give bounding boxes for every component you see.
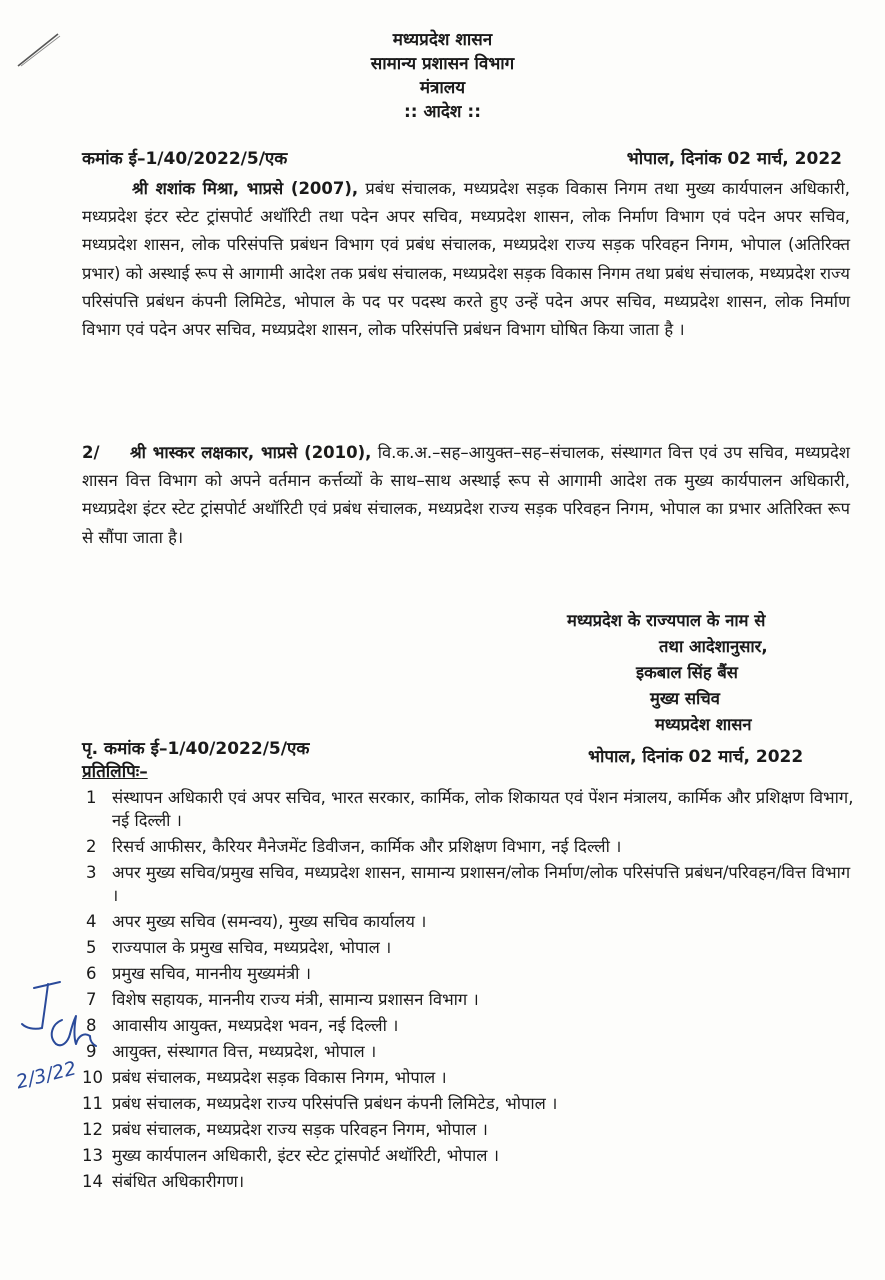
paragraph-1-body: प्रबंध संचालक, मध्यप्रदेश सड़क विकास निगम तथा मुख्य कार्यपालन अधिकारी, मध्यप्रदेश इंटर स्टेट ट्रांसपोर्ट अथॉरिटी तथा पदेन अपर सचिव, मध्यप्रदेश शासन, लोक निर्माण विभाग एवं पदेन अपर सचिव, मध्यप्रदेश शासन, लोक परिसंपत्ति प्रबंधन विभाग एवं प्रबंध संचालक, मध्यप्रदेश राज्य सड़क परिवहन निगम, भोपाल (अतिरिक्त प्रभार) को अस्थाई रूप से आगामी आदेश तक प्रबंध संचालक, मध्यप्रदेश सड़क विकास निगम तथा प्रबंध संचालक, मध्यप्रदेश राज्य परिसंपत्ति प्रबंधन कंपनी लिमिटेड, भोपाल के पद पर पदस्थ करते हुए उन्हें पदेन अपर सचिव, मध्यप्रदेश शासन, लोक निर्माण विभाग एवं पदेन अपर सचिव, मध्यप्रदेश शासन, लोक परिसंपत्ति प्रबंधन विभाग घोषित किया जाता है । bbox=[82, 179, 850, 340]
endorsement-number: पृ. कमांक ई–1/40/2022/5/एक bbox=[82, 739, 310, 759]
list-item: 5 राज्यपाल के प्रमुख सचिव, मध्यप्रदेश, भोपाल । bbox=[86, 938, 392, 957]
department-name: सामान्य प्रशासन विभाग bbox=[370, 54, 515, 74]
copy-list bbox=[82, 786, 857, 1196]
handwritten-initials-note bbox=[12, 980, 102, 1100]
list-item: 7 विशेष सहायक, माननीय राज्य मंत्री, सामान्य प्रशासन विभाग । bbox=[86, 990, 479, 1009]
list-item: 2 रिसर्च आफीसर, कैरियर मैनेजमेंट डिवीजन, कार्मिक और प्रशिक्षण विभाग, नई दिल्ली । bbox=[86, 837, 622, 856]
endorsement-date: भोपाल, दिनांक 02 मार्च, 2022 bbox=[588, 747, 804, 767]
order-date: भोपाल, दिनांक 02 मार्च, 2022 bbox=[626, 149, 842, 169]
list-item: 11 प्रबंध संचालक, मध्यप्रदेश राज्य परिसंपत्ति प्रबंधन कंपनी लिमिटेड, भोपाल । bbox=[82, 1094, 558, 1113]
list-item: 14 संबंधित अधिकारीगण। bbox=[82, 1172, 245, 1191]
paragraph-2-number: 2/ bbox=[82, 443, 100, 462]
signature-line-1: मध्यप्रदेश के राज्यपाल के नाम से bbox=[567, 611, 766, 630]
copy-to-label: प्रतिलिपिः– bbox=[82, 762, 148, 782]
list-item: 12 प्रबंध संचालक, मध्यप्रदेश राज्य सड़क परिवहन निगम, भोपाल । bbox=[82, 1120, 488, 1139]
order-heading: :: आदेश :: bbox=[404, 102, 481, 122]
handwritten-date: 2/3/22 bbox=[13, 1057, 79, 1094]
list-item: 10 प्रबंध संचालक, मध्यप्रदेश सड़क विकास निगम, भोपाल । bbox=[82, 1068, 447, 1087]
signature-line-2: तथा आदेशानुसार, bbox=[659, 637, 768, 656]
list-item: 1 संस्थापन अधिकारी एवं अपर सचिव, भारत सरकार, कार्मिक, लोक शिकायत एवं पेंशन मंत्रालय, कार्मिक और प्रशिक्षण विभाग, नई दिल्ली । bbox=[86, 788, 854, 830]
list-item: 3 अपर मुख्य सचिव/प्रमुख सचिव, मध्यप्रदेश शासन, सामान्य प्रशासन/लोक निर्माण/लोक परिसंपत्ति प्रबंधन/परिवहन/वित्त विभाग । bbox=[86, 863, 851, 905]
order-number: कमांक ई–1/40/2022/5/एक bbox=[82, 149, 288, 169]
paragraph-2-body: वि.क.अ.–सह–आयुक्त–सह–संचालक, संस्थागत वित्त एवं उप सचिव, मध्यप्रदेश शासन वित्त विभाग को अपने वर्तमान कर्त्तव्यों के साथ–साथ अस्थाई रूप से आगामी आदेश तक मुख्य कार्यपालन अधिकारी, मध्यप्रदेश इंटर स्टेट ट्रांसपोर्ट अथॉरिटी एवं प्रबंध संचालक, मध्यप्रदेश राज्य सड़क परिवहन निगम, भोपाल का प्रभार अतिरिक्त रूप से सौंपा जाता है। bbox=[82, 443, 850, 547]
officer-name-2: श्री भास्कर लक्षकार, भाप्रसे (2010), bbox=[130, 443, 372, 462]
list-item: 4 अपर मुख्य सचिव (समन्वय), मुख्य सचिव कार्यालय । bbox=[86, 912, 427, 931]
list-item: 9 आयुक्त, संस्थागत वित्त, मध्यप्रदेश, भोपाल । bbox=[86, 1042, 377, 1061]
paragraph-2 bbox=[82, 439, 850, 552]
list-item: 6 प्रमुख सचिव, माननीय मुख्यमंत्री । bbox=[86, 964, 311, 983]
signatory-office: मध्यप्रदेश शासन bbox=[655, 715, 752, 734]
letterhead bbox=[0, 28, 885, 124]
paragraph-1 bbox=[82, 175, 850, 344]
signatory-name: इकबाल सिंह बैंस bbox=[636, 663, 738, 682]
ministry-name: मंत्रालय bbox=[419, 78, 466, 98]
officer-name-1: श्री शशांक मिश्रा, भाप्रसे (2007), bbox=[132, 179, 359, 198]
list-item: 13 मुख्य कार्यपालन अधिकारी, इंटर स्टेट ट्रांसपोर्ट अथॉरिटी, भोपाल । bbox=[82, 1146, 499, 1165]
list-item: 8 आवासीय आयुक्त, मध्यप्रदेश भवन, नई दिल्ली । bbox=[86, 1016, 399, 1035]
signatory-designation: मुख्य सचिव bbox=[650, 689, 720, 708]
order-reference-line bbox=[82, 146, 842, 169]
govt-name: मध्यप्रदेश शासन bbox=[392, 30, 493, 50]
